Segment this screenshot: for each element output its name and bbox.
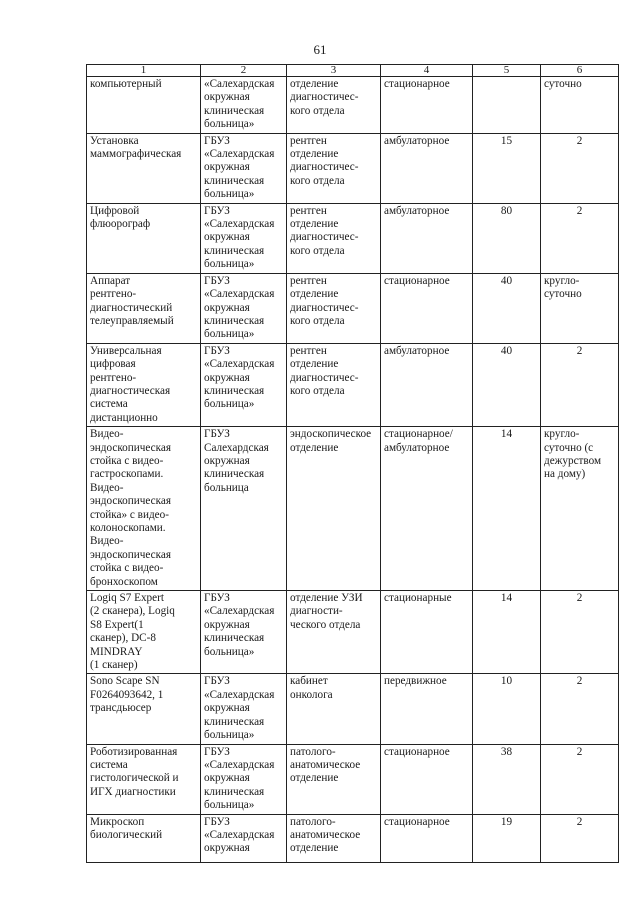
institution: ГБУЗ Салехардская окружная клиническая больница xyxy=(201,427,287,591)
department: кабинет онколога xyxy=(287,674,381,744)
equipment-name: Sono Scape SN F0264093642, 1 трансдьюсер xyxy=(87,674,201,744)
page-number: 61 xyxy=(313,42,327,57)
table-row xyxy=(87,77,619,134)
column-header: 1 xyxy=(87,65,201,77)
schedule: 2 xyxy=(541,814,619,862)
table-row xyxy=(87,674,619,744)
table-row xyxy=(87,591,619,674)
quantity: 80 xyxy=(473,203,541,273)
care-mode: стационарные xyxy=(381,591,473,674)
quantity: 40 xyxy=(473,273,541,343)
table-row xyxy=(87,343,619,426)
table-row xyxy=(87,744,619,814)
quantity: 19 xyxy=(473,814,541,862)
equipment-table xyxy=(86,64,619,863)
institution: ГБУЗ «Салехардская окружная клиническая больница» xyxy=(201,203,287,273)
department: патолого- анатомическое отделение xyxy=(287,814,381,862)
column-header: 4 xyxy=(381,65,473,77)
care-mode: стационарное xyxy=(381,744,473,814)
schedule: 2 xyxy=(541,203,619,273)
equipment-name: Цифровой флюорограф xyxy=(87,203,201,273)
table-row xyxy=(87,133,619,203)
quantity: 14 xyxy=(473,427,541,591)
schedule: кругло- суточно (с дежурством на дому) xyxy=(541,427,619,591)
equipment-name: компьютерный xyxy=(87,77,201,134)
department: рентген отделение диагностичес- кого отдела xyxy=(287,203,381,273)
institution: «Салехардская окружная клиническая больница» xyxy=(201,77,287,134)
institution: ГБУЗ «Салехардская окружная клиническая больница» xyxy=(201,273,287,343)
care-mode: передвижное xyxy=(381,674,473,744)
schedule: 2 xyxy=(541,744,619,814)
schedule: кругло- суточно xyxy=(541,273,619,343)
institution: ГБУЗ «Салехардская окружная клиническая больница» xyxy=(201,133,287,203)
department: рентген отделение диагностичес- кого отдела xyxy=(287,343,381,426)
equipment-name: Микроскоп биологический xyxy=(87,814,201,862)
quantity: 40 xyxy=(473,343,541,426)
department: рентген отделение диагностичес- кого отдела xyxy=(287,273,381,343)
department: эндоскопическое отделение xyxy=(287,427,381,591)
equipment-name: Установка маммографическая xyxy=(87,133,201,203)
care-mode: амбулаторное xyxy=(381,343,473,426)
care-mode: стационарное xyxy=(381,77,473,134)
institution: ГБУЗ «Салехардская окружная клиническая больница» xyxy=(201,674,287,744)
institution: ГБУЗ «Салехардская окружная клиническая больница» xyxy=(201,343,287,426)
quantity: 10 xyxy=(473,674,541,744)
table-row xyxy=(87,814,619,862)
institution: ГБУЗ «Салехардская окружная клиническая больница» xyxy=(201,744,287,814)
schedule: 2 xyxy=(541,674,619,744)
department: отделение диагностичес- кого отдела xyxy=(287,77,381,134)
column-header: 5 xyxy=(473,65,541,77)
table-row xyxy=(87,203,619,273)
institution: ГБУЗ «Салехардская окружная xyxy=(201,814,287,862)
schedule: суточно xyxy=(541,77,619,134)
department: отделение УЗИ диагности- ческого отдела xyxy=(287,591,381,674)
care-mode: амбулаторное xyxy=(381,203,473,273)
table-row xyxy=(87,427,619,591)
equipment-name: Видео- эндоскопическая стойка с видео- гастроскопами. Видео- эндоскопическая стойка» с видео- колоноскопами. Видео- эндоскопическая стойка с видео- бронхоскопом xyxy=(87,427,201,591)
care-mode: амбулаторное xyxy=(381,133,473,203)
care-mode: стационарное xyxy=(381,814,473,862)
quantity: 38 xyxy=(473,744,541,814)
department: патолого- анатомическое отделение xyxy=(287,744,381,814)
column-header: 3 xyxy=(287,65,381,77)
table-row xyxy=(87,273,619,343)
schedule: 2 xyxy=(541,133,619,203)
quantity: 15 xyxy=(473,133,541,203)
quantity xyxy=(473,77,541,134)
quantity: 14 xyxy=(473,591,541,674)
column-header: 2 xyxy=(201,65,287,77)
equipment-name: Роботизированная система гистологической и ИГХ диагностики xyxy=(87,744,201,814)
equipment-name: Аппарат рентгено- диагностический телеуправляемый xyxy=(87,273,201,343)
equipment-name: Logiq S7 Expert (2 сканера), Logiq S8 Expert(1 сканер), DC-8 MINDRAY (1 сканер) xyxy=(87,591,201,674)
care-mode: стационарное/ амбулаторное xyxy=(381,427,473,591)
column-header: 6 xyxy=(541,65,619,77)
equipment-name: Универсальная цифровая рентгено- диагностическая система дистанционно xyxy=(87,343,201,426)
department: рентген отделение диагностичес- кого отдела xyxy=(287,133,381,203)
table-header-row xyxy=(87,65,619,77)
care-mode: стационарное xyxy=(381,273,473,343)
institution: ГБУЗ «Салехардская окружная клиническая больница» xyxy=(201,591,287,674)
schedule: 2 xyxy=(541,591,619,674)
schedule: 2 xyxy=(541,343,619,426)
